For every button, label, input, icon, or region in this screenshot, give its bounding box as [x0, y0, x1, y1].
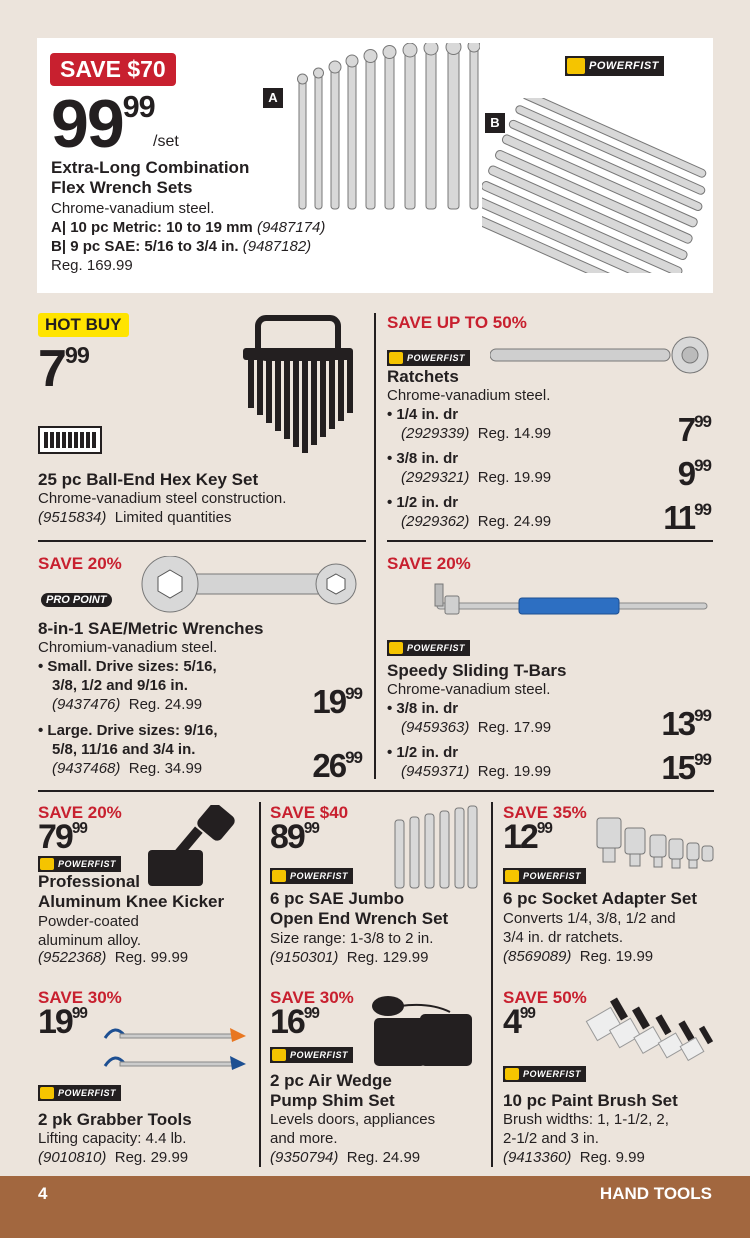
8in1-wrench-image — [138, 556, 363, 616]
jumbowrench-title: 6 pc SAE Jumbo Open End Wrench Set — [270, 889, 449, 928]
row-divider — [387, 540, 713, 542]
tag-b: B — [485, 113, 505, 133]
jumbowrench-desc: Size range: 1-3/8 to 2 in. — [270, 930, 434, 947]
grabber-price: $19^{99}$ — [38, 1003, 87, 1041]
powerfist-logo: POWERFIST — [565, 56, 664, 76]
socket-adapter-image — [595, 813, 715, 873]
ratchets-title: Ratchets — [387, 367, 459, 386]
jumbo-wrench-image — [390, 805, 480, 890]
kneekicker-deal[interactable] — [38, 803, 253, 973]
tbar-option-row: • 3/8 in. dr (9459363) Reg. 17.99 $13^{99}$ — [387, 700, 711, 742]
ratchet-image — [490, 333, 720, 383]
socketadapter-sku-line: (8569089) Reg. 19.99 — [503, 948, 654, 965]
column-divider — [259, 802, 261, 1167]
tbars-save-badge: SAVE 20% — [387, 554, 471, 573]
grabber-tools-image — [100, 1018, 250, 1083]
paintbrush-deal[interactable] — [503, 988, 718, 1168]
ratchets-deal[interactable] — [387, 313, 715, 536]
column-divider — [491, 802, 493, 1167]
tbars-brand-logo: POWERFIST — [387, 638, 470, 656]
grabber-desc: Lifting capacity: 4.4 lb. — [38, 1130, 187, 1147]
tbars-title: Speedy Sliding T-Bars — [387, 661, 567, 680]
paintbrush-sku-line: (9413360) Reg. 9.99 — [503, 1149, 645, 1166]
sae-wrench-set-image — [482, 98, 714, 273]
metric-wrench-set-image — [295, 43, 480, 223]
ratchet-option-row: • 1/2 in. dr (2929362) Reg. 24.99 $11^{99}$ — [387, 494, 711, 536]
wrenches8in1-save-badge: SAVE 20% — [38, 554, 122, 573]
airwedge-brand-logo: POWERFIST — [270, 1045, 353, 1063]
ratchets-material: Chrome-vanadium steel. — [387, 387, 551, 404]
wrench-option-large: • Large. Drive sizes: 9/16, 5/8, 11/16 and 3/4 in. (9437468) Reg. 34.99 $26^{99}$ — [38, 722, 362, 784]
wrenches8in1-material: Chromium-vanadium steel. — [38, 639, 218, 656]
ratchets-options — [387, 405, 715, 537]
hero-price: $99^{99}$ — [51, 86, 155, 162]
hexkey-price: $7^{99}$ — [38, 340, 89, 398]
grabber-deal[interactable] — [38, 988, 253, 1168]
hero-title: Extra-Long Combination Flex Wrench Sets — [51, 158, 250, 197]
hero-save-badge: SAVE $70 — [50, 53, 176, 86]
tbar-option-row: • 1/2 in. dr (9459371) Reg. 19.99 $15^{99}$ — [387, 744, 711, 786]
kneekicker-desc: Powder-coated aluminum alloy. — [38, 913, 142, 949]
socketadapter-brand-logo: POWERFIST — [503, 866, 586, 884]
hexkey-desc: Chrome-vanadium steel construction. — [38, 490, 287, 507]
ratchets-brand-logo: POWERFIST — [387, 348, 470, 366]
socketadapter-save-badge: SAVE 35% — [503, 803, 587, 822]
row-divider — [38, 540, 366, 542]
wrenches8in1-title: 8-in-1 SAE/Metric Wrenches — [38, 619, 264, 638]
paintbrush-save-badge: SAVE 50% — [503, 988, 587, 1007]
kneekicker-title: Professional Aluminum Knee Kicker — [38, 872, 225, 911]
grabber-title: 2 pk Grabber Tools — [38, 1110, 192, 1129]
jumbowrench-brand-logo: POWERFIST — [270, 866, 353, 884]
jumbowrench-price: $89^{99}$ — [270, 818, 319, 856]
hexkey-deal[interactable] — [38, 313, 368, 528]
airwedge-save-badge: SAVE 30% — [270, 988, 354, 1007]
airwedge-price: $16^{99}$ — [270, 1003, 319, 1041]
hex-key-set-image — [243, 313, 363, 453]
hot-buy-badge: HOT BUY — [38, 313, 129, 337]
kneekicker-save-badge: SAVE 20% — [38, 803, 122, 822]
ratchet-option-row: • 1/4 in. dr (2929339) Reg. 14.99 $7^{99}$ — [387, 406, 711, 448]
paintbrush-brand-logo: POWERFIST — [503, 1064, 586, 1082]
propoint-logo: PRO POINT — [41, 590, 112, 608]
airwedge-deal[interactable] — [270, 988, 485, 1168]
hexkey-title: 25 pc Ball-End Hex Key Set — [38, 470, 259, 489]
ratchet-option-row: • 3/8 in. dr (2929321) Reg. 19.99 $9^{99}$ — [387, 450, 711, 492]
socketadapter-title: 6 pc Socket Adapter Set — [503, 889, 697, 908]
wrenches8in1-deal[interactable] — [38, 554, 368, 784]
page-footer — [0, 1176, 750, 1238]
tbars-deal[interactable] — [387, 554, 715, 784]
grabber-brand-logo: POWERFIST — [38, 1083, 121, 1101]
hexkey-sku-line: (9515834) Limited quantities — [38, 509, 232, 526]
jumbowrench-sku-line: (9150301) Reg. 129.99 — [270, 949, 429, 966]
socketadapter-price: $12^{99}$ — [503, 818, 552, 856]
paint-brush-set-image — [585, 993, 715, 1063]
tag-a: A — [263, 88, 283, 108]
page-number: 4 — [38, 1184, 48, 1203]
grabber-save-badge: SAVE 30% — [38, 988, 122, 1007]
wrench-option-small: • Small. Drive sizes: 5/16, 3/8, 1/2 and 9/16 in. (9437476) Reg. 24.99 $19^{99}$ — [38, 658, 362, 720]
tbar-image — [427, 578, 712, 628]
air-wedge-image — [370, 992, 480, 1072]
socketadapter-desc: Converts 1/4, 3/8, 1/2 and 3/4 in. dr ratchets. — [503, 910, 676, 946]
paintbrush-title: 10 pc Paint Brush Set — [503, 1091, 678, 1110]
kneekicker-brand-logo: POWERFIST — [38, 854, 121, 872]
row-divider — [38, 790, 714, 792]
grabber-sku-line: (9010810) Reg. 29.99 — [38, 1149, 189, 1166]
hero-deal-card[interactable] — [37, 38, 713, 293]
ratchets-save-badge: SAVE UP TO 50% — [387, 313, 527, 332]
column-divider — [374, 313, 376, 779]
kneekicker-price: $79^{99}$ — [38, 818, 87, 856]
paintbrush-desc: Brush widths: 1, 1-1/2, 2, 2-1/2 and 3 in. — [503, 1111, 669, 1147]
jumbowrench-save-badge: SAVE $40 — [270, 803, 349, 822]
hero-details: Chrome-vanadium steel. A| 10 pc Metric: 10 to 19 mm (9487174) B| 9 pc SAE: 5/16 to 3/4 in. (9487182) Reg. 169.99 — [51, 200, 326, 274]
socketadapter-deal[interactable] — [503, 803, 718, 973]
kneekicker-sku-line: (9522368) Reg. 99.99 — [38, 949, 189, 966]
exclusive-logo — [38, 426, 102, 454]
section-title: HAND TOOLS — [599, 1184, 712, 1203]
tbars-options — [387, 699, 715, 787]
paintbrush-price: $4^{99}$ — [503, 1003, 535, 1041]
tbars-material: Chrome-vanadium steel. — [387, 681, 551, 698]
airwedge-desc: Levels doors, appliances and more. — [270, 1111, 436, 1147]
airwedge-sku-line: (9350794) Reg. 24.99 — [270, 1149, 421, 1166]
jumbowrench-deal[interactable] — [270, 803, 485, 973]
airwedge-title: 2 pc Air Wedge Pump Shim Set — [270, 1071, 395, 1110]
hero-price-unit: /set — [153, 133, 179, 150]
